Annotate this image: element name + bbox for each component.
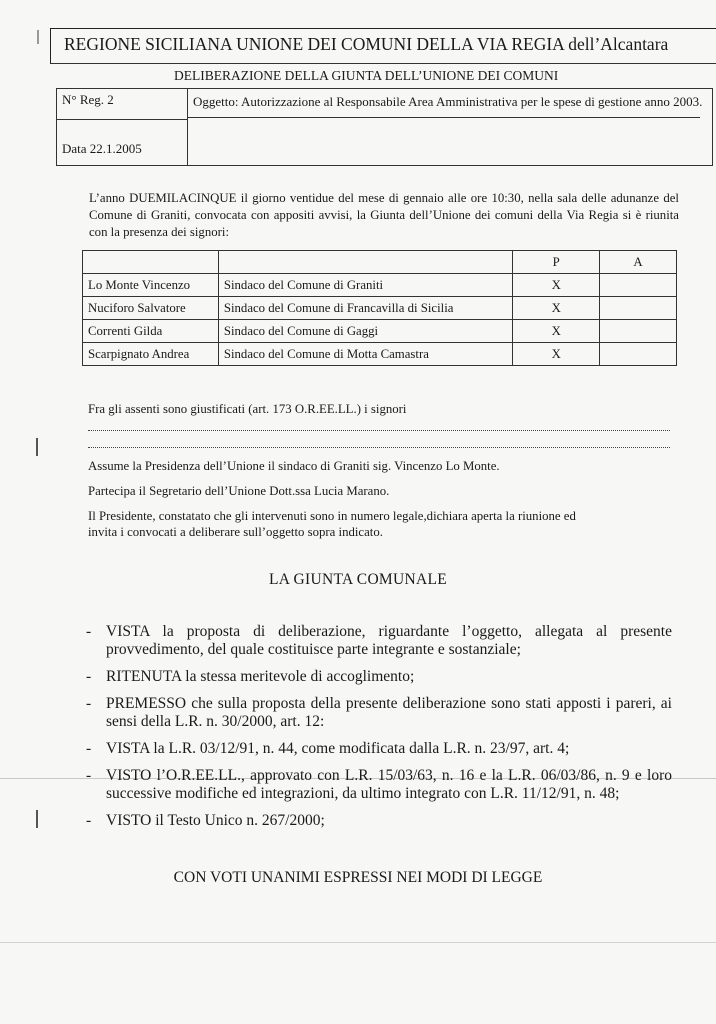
member-role: Sindaco del Comune di Motta Camastra <box>218 343 512 366</box>
registration-number: N° Reg. 2 <box>62 92 114 107</box>
absent-mark <box>600 297 677 320</box>
scan-mark <box>36 810 38 828</box>
present-mark: X <box>513 274 600 297</box>
table-row <box>83 320 677 343</box>
table-row <box>83 274 677 297</box>
list-item: - VISTO il Testo Unico n. 267/2000; <box>86 812 325 829</box>
member-name: Scarpignato Andrea <box>83 343 219 366</box>
president-line-1: Il Presidente, constatato che gli intervenuti sono in numero legale,dichiara aperta la riunione ed <box>88 509 576 523</box>
present-mark: X <box>513 343 600 366</box>
considerations-list <box>86 623 672 839</box>
attendance-table <box>82 250 677 366</box>
table-row <box>83 297 677 320</box>
list-item: - VISTA la proposta di deliberazione, riguardante l’oggetto, allegata al presente provvedimento, del quale costituisce parte integrante e sostanziale; <box>86 623 672 658</box>
intro-paragraph: L’anno DUEMILACINQUE il giorno ventidue del mese di gennaio alle ore 10:30, nella sala delle adunanze del Comune di Graniti, convocata con appositi avvisi, la Giunta dell’Unione dei comuni della Via Regia si è riunita con la presenza dei signori: <box>89 191 679 239</box>
list-item: - RITENUTA la stessa meritevole di accoglimento; <box>86 668 415 685</box>
closing-statement: CON VOTI UNANIMI ESPRESSI NEI MODI DI LEGGE <box>173 869 543 886</box>
scan-mark <box>37 30 39 44</box>
table-row <box>83 343 677 366</box>
member-role: Sindaco del Comune di Graniti <box>218 274 512 297</box>
list-item: - VISTA la L.R. 03/12/91, n. 44, come modificata dalla L.R. n. 23/97, art. 4; <box>86 740 570 757</box>
absent-line: Fra gli assenti sono giustificati (art. 173 O.R.EE.LL.) i signori <box>88 402 407 416</box>
member-role: Sindaco del Comune di Francavilla di Sicilia <box>218 297 512 320</box>
registration-date: Data 22.1.2005 <box>62 141 142 156</box>
dotted-line <box>88 430 670 432</box>
member-name: Lo Monte Vincenzo <box>83 274 219 297</box>
member-name: Nuciforo Salvatore <box>83 297 219 320</box>
attendance-header-row <box>83 251 677 274</box>
presidency-line: Assume la Presidenza dell’Unione il sindaco di Graniti sig. Vincenzo Lo Monte. <box>88 459 500 473</box>
member-role: Sindaco del Comune di Gaggi <box>218 320 512 343</box>
dotted-line <box>88 447 670 449</box>
absent-header: A <box>600 251 677 274</box>
subject-text: Oggetto: Autorizzazione al Responsabile Area Amministrativa per le spese di gestione anno 2003. <box>193 94 703 109</box>
secretary-line: Partecipa il Segretario dell’Unione Dott.ssa Lucia Marano. <box>88 484 390 498</box>
deliberation-title: DELIBERAZIONE DELLA GIUNTA DELL’UNIONE DEI COMUNI <box>174 68 559 83</box>
header-title: REGIONE SICILIANA UNIONE DEI COMUNI DELLA VIA REGIA dell’Alcantara <box>64 34 669 54</box>
present-header: P <box>513 251 600 274</box>
list-item: - VISTO l’O.R.EE.LL., approvato con L.R. 15/03/63, n. 16 e la L.R. 06/03/86, n. 9 e loro successive modifiche ed integrazioni, da ultimo integrato con L.R. 11/12/91, n. 48; <box>86 767 672 802</box>
scan-mark <box>36 438 38 456</box>
section-title: LA GIUNTA COMUNALE <box>268 571 448 588</box>
president-line-2: invita i convocati a deliberare sull’oggetto sopra indicato. <box>88 525 383 539</box>
member-name: Correnti Gilda <box>83 320 219 343</box>
absent-mark <box>600 320 677 343</box>
absent-mark <box>600 274 677 297</box>
present-mark: X <box>513 320 600 343</box>
scan-line <box>0 942 716 943</box>
list-item: - PREMESSO che sulla proposta della presente deliberazione sono stati apposti i pareri, ai sensi della L.R. n. 30/2000, art. 12: <box>86 695 672 730</box>
absent-mark <box>600 343 677 366</box>
present-mark: X <box>513 297 600 320</box>
